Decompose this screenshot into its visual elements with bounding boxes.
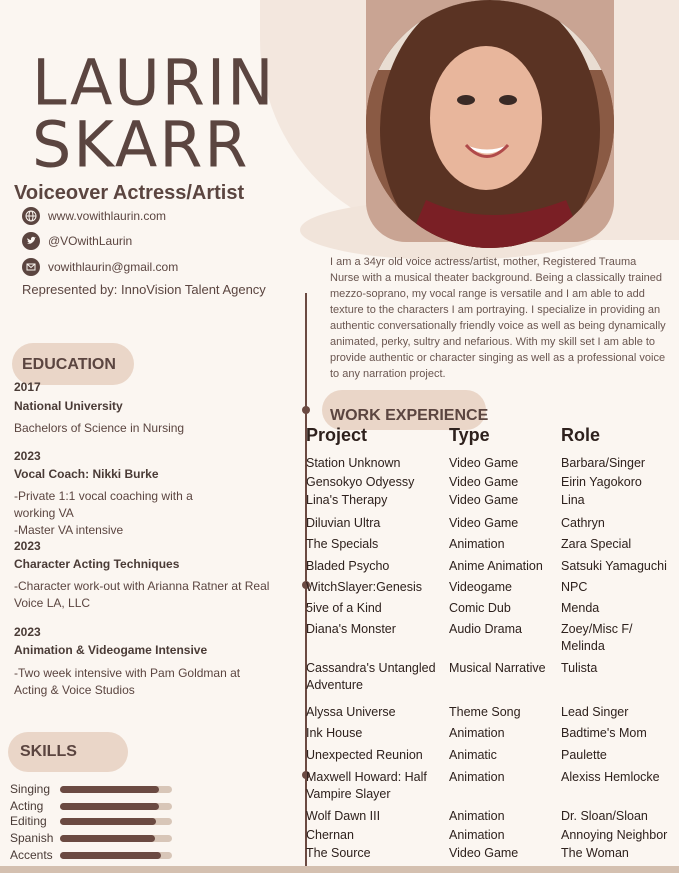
work-cell-role: Barbara/Singer <box>561 456 646 470</box>
work-cell-type: Animatic <box>449 748 497 762</box>
work-cell-role: Satsuki Yamaguchi <box>561 559 667 573</box>
work-cell-role: Annoying Neighbor <box>561 828 668 842</box>
skill-bar <box>60 803 172 810</box>
email-text: vowithlaurin@gmail.com <box>48 260 179 274</box>
column-header-project: Project <box>306 425 368 445</box>
work-cell-type: Animation <box>449 828 505 842</box>
website-text: www.vowithlaurin.com <box>48 209 167 223</box>
work-cell-type: Musical Narrative <box>449 661 546 675</box>
work-cell-type: Videogame <box>449 580 513 594</box>
work-cell-project: Alyssa Universe <box>306 705 396 719</box>
edu-year: 2023 <box>14 449 41 463</box>
skill-bar-fill <box>60 786 159 793</box>
edu-year: 2023 <box>14 539 41 553</box>
work-cell-role: Paulette <box>561 748 607 762</box>
timeline-dot <box>302 406 310 414</box>
work-cell-type: Audio Drama <box>449 622 522 636</box>
work-cell-role: Lead Singer <box>561 705 629 719</box>
work-cell-type: Theme Song <box>449 705 521 719</box>
work-cell-role: Zara Special <box>561 537 632 551</box>
email-link[interactable] <box>22 258 178 276</box>
work-cell-role: Badtime's Mom <box>561 726 647 740</box>
globe-icon <box>22 207 40 225</box>
work-cell-project: Station Unknown <box>306 456 401 470</box>
bottom-bar <box>0 866 679 873</box>
skill-bar <box>60 786 172 793</box>
work-cell-type: Animation <box>449 726 505 740</box>
work-cell-type: Comic Dub <box>449 601 511 615</box>
work-cell-project: Diluvian Ultra <box>306 516 381 530</box>
column-header-role: Role <box>561 425 601 445</box>
work-cell-type: Animation <box>449 770 505 784</box>
work-cell-project: The Source <box>306 846 371 860</box>
work-cell-project: WitchSlayer:Genesis <box>306 580 423 594</box>
work-cell-project: Maxwell Howard: Half Vampire Slayer <box>306 770 427 801</box>
work-cell-type: Video Game <box>449 456 519 470</box>
name-title <box>32 45 276 182</box>
twitter-icon <box>22 232 40 250</box>
work-cell-role: Dr. Sloan/Sloan <box>561 809 648 823</box>
edu-text: -Master VA intensive <box>14 523 124 537</box>
work-cell-project: Gensokyo Odyessy <box>306 475 415 489</box>
skill-label: Accents <box>10 848 53 862</box>
skill-bar <box>60 818 172 825</box>
column-header-type: Type <box>449 425 490 445</box>
work-cell-role: Eirin Yagokoro <box>561 475 642 489</box>
agency-text: Represented by: InnoVision Talent Agency <box>22 282 266 297</box>
skill-bar-fill <box>60 818 156 825</box>
work-cell-project: Cassandra's Untangled Adventure <box>306 661 436 692</box>
mail-icon <box>22 258 40 276</box>
edu-title: Character Acting Techniques <box>14 557 180 571</box>
skill-bar <box>60 852 172 859</box>
website-link[interactable] <box>22 207 166 225</box>
skill-label: Singing <box>10 782 51 796</box>
edu-text: -Private 1:1 vocal coaching with a working VA <box>14 489 193 520</box>
work-cell-role: Lina <box>561 493 585 507</box>
skill-label: Acting <box>10 799 44 813</box>
work-cell-project: Ink House <box>306 726 363 740</box>
work-cell-type: Video Game <box>449 516 519 530</box>
work-heading: WORK EXPERIENCE <box>330 407 489 424</box>
work-cell-project: Chernan <box>306 828 354 842</box>
work-cell-project: Lina's Therapy <box>306 493 388 507</box>
edu-year: 2023 <box>14 625 41 639</box>
work-cell-role: Tulista <box>561 661 598 675</box>
work-cell-role: Zoey/Misc F/ Melinda <box>561 622 633 653</box>
edu-text: -Two week intensive with Pam Goldman at Acting & Voice Studios <box>14 666 241 697</box>
skills-heading: SKILLS <box>20 743 77 760</box>
edu-year: 2017 <box>14 380 41 394</box>
work-cell-role: Menda <box>561 601 600 615</box>
work-cell-type: Animation <box>449 537 505 551</box>
work-cell-role: Alexiss Hemlocke <box>561 770 660 784</box>
edu-text: Bachelors of Science in Nursing <box>14 421 185 435</box>
work-cell-project: The Specials <box>306 537 379 551</box>
edu-title: Animation & Videogame Intensive <box>14 643 208 657</box>
subtitle: Voiceover Actress/Artist <box>14 182 245 204</box>
work-cell-role: The Woman <box>561 846 629 860</box>
work-cell-project: Wolf Dawn III <box>306 809 381 823</box>
edu-title: National University <box>14 399 123 413</box>
skill-bar-fill <box>60 852 161 859</box>
work-cell-project: Diana's Monster <box>306 622 396 636</box>
work-cell-type: Anime Animation <box>449 559 543 573</box>
work-cell-type: Video Game <box>449 475 519 489</box>
work-cell-type: Video Game <box>449 493 519 507</box>
skill-bar-fill <box>60 835 155 842</box>
name-line1: LAURIN <box>32 45 276 120</box>
name-line2: SKARR <box>32 107 250 182</box>
work-cell-role: Cathryn <box>561 516 605 530</box>
education-heading: EDUCATION <box>22 356 116 373</box>
edu-text: -Character work-out with Arianna Ratner at Real Voice LA, LLC <box>14 579 270 610</box>
work-cell-project: Unexpected Reunion <box>306 748 423 762</box>
skill-bar-fill <box>60 803 159 810</box>
twitter-link[interactable] <box>22 232 132 250</box>
skill-label: Spanish <box>10 831 54 845</box>
work-cell-type: Animation <box>449 809 505 823</box>
work-cell-role: NPC <box>561 580 588 594</box>
skill-label: Editing <box>10 814 47 828</box>
edu-title: Vocal Coach: Nikki Burke <box>14 467 159 481</box>
bio-paragraph: I am a 34yr old voice actress/artist, mother, Registered Trauma Nurse with a musical theater background. Being a classically trained mezzo-soprano, my vocal range is versatile and I am able to add texture to the characters I am portraying. I specialize in providing an authentic conversationally friendly voice as well as being dynamically animated, perky, sultry and nefarious. With my skill set I am able to provide authentic or character singing as well as a professional voice to any narration project. <box>330 256 666 380</box>
profile-photo <box>366 0 614 248</box>
work-cell-project: Bladed Psycho <box>306 559 390 573</box>
twitter-text: @VOwithLaurin <box>48 234 133 248</box>
work-cell-project: 5ive of a Kind <box>306 601 382 615</box>
skill-bar <box>60 835 172 842</box>
work-cell-type: Video Game <box>449 846 519 860</box>
